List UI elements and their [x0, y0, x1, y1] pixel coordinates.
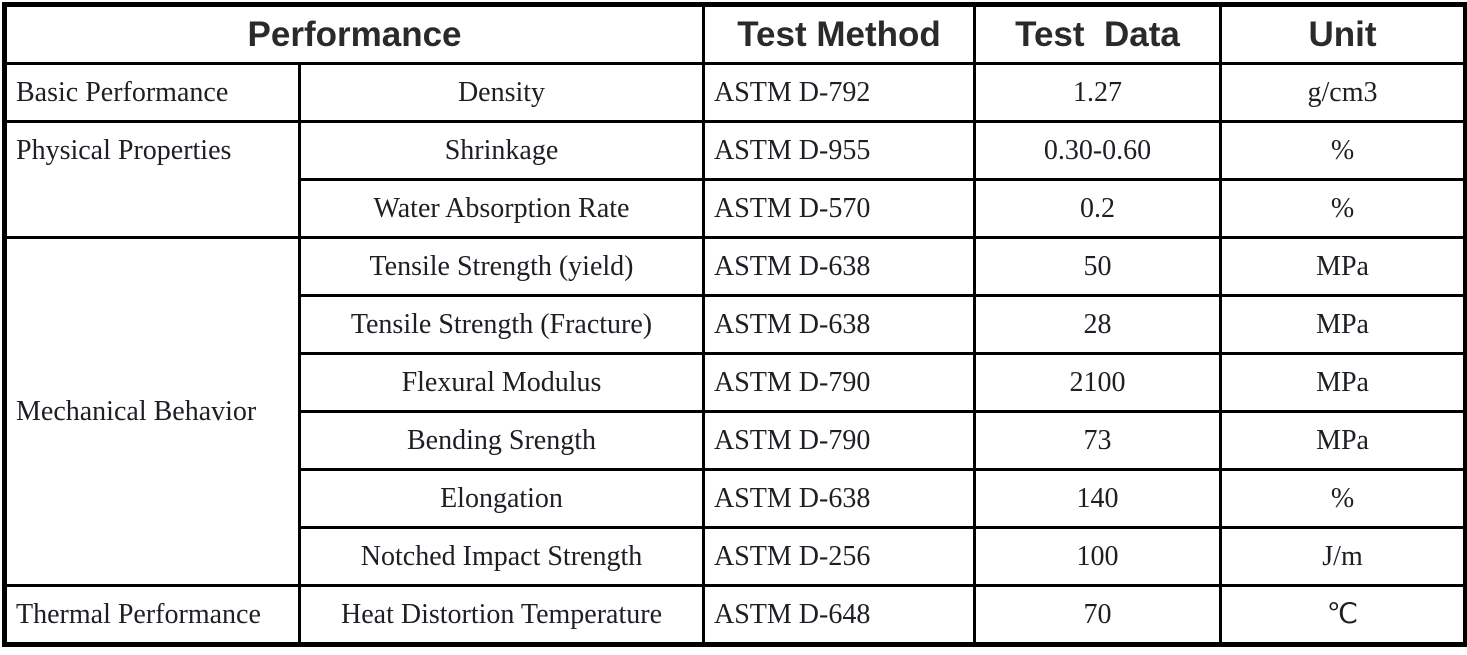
data-cell: 100	[975, 528, 1221, 586]
property-cell: Tensile Strength (yield)	[300, 238, 704, 296]
method-cell: ASTM D-256	[704, 528, 975, 586]
property-cell: Flexural Modulus	[300, 354, 704, 412]
table-row	[5, 122, 1466, 180]
property-cell: Density	[300, 64, 704, 122]
property-cell: Tensile Strength (Fracture)	[300, 296, 704, 354]
category-cell-thermal-performance: Thermal Performance	[5, 586, 300, 645]
unit-cell: %	[1221, 122, 1466, 180]
method-cell: ASTM D-648	[704, 586, 975, 645]
unit-cell: MPa	[1221, 238, 1466, 296]
data-cell: 0.2	[975, 180, 1221, 238]
header-row	[5, 5, 1466, 64]
header-test-data: Test Data	[975, 5, 1221, 64]
property-cell: Shrinkage	[300, 122, 704, 180]
category-cell-physical-properties: Physical Properties	[5, 122, 300, 238]
data-cell: 140	[975, 470, 1221, 528]
data-cell: 73	[975, 412, 1221, 470]
unit-cell: MPa	[1221, 412, 1466, 470]
unit-cell: MPa	[1221, 354, 1466, 412]
table-row	[5, 586, 1466, 645]
method-cell: ASTM D-638	[704, 238, 975, 296]
method-cell: ASTM D-955	[704, 122, 975, 180]
header-test-method: Test Method	[704, 5, 975, 64]
method-cell: ASTM D-570	[704, 180, 975, 238]
unit-cell: %	[1221, 470, 1466, 528]
property-cell: Heat Distortion Temperature	[300, 586, 704, 645]
data-cell: 70	[975, 586, 1221, 645]
property-cell: Elongation	[300, 470, 704, 528]
method-cell: ASTM D-792	[704, 64, 975, 122]
data-cell: 1.27	[975, 64, 1221, 122]
unit-cell: MPa	[1221, 296, 1466, 354]
header-unit: Unit	[1221, 5, 1466, 64]
table-row	[5, 64, 1466, 122]
data-cell: 2100	[975, 354, 1221, 412]
data-cell: 28	[975, 296, 1221, 354]
method-cell: ASTM D-638	[704, 296, 975, 354]
category-cell-mechanical-behavior: Mechanical Behavior	[5, 238, 300, 586]
unit-cell: ℃	[1221, 586, 1466, 645]
data-cell: 0.30-0.60	[975, 122, 1221, 180]
performance-table	[2, 2, 1467, 647]
data-cell: 50	[975, 238, 1221, 296]
method-cell: ASTM D-638	[704, 470, 975, 528]
property-cell: Notched Impact Strength	[300, 528, 704, 586]
table-header	[5, 5, 1466, 64]
header-performance: Performance	[5, 5, 704, 64]
property-cell: Bending Srength	[300, 412, 704, 470]
unit-cell: %	[1221, 180, 1466, 238]
unit-cell: J/m	[1221, 528, 1466, 586]
property-cell: Water Absorption Rate	[300, 180, 704, 238]
method-cell: ASTM D-790	[704, 354, 975, 412]
table-row	[5, 238, 1466, 296]
category-cell-basic-performance: Basic Performance	[5, 64, 300, 122]
method-cell: ASTM D-790	[704, 412, 975, 470]
unit-cell: g/cm3	[1221, 64, 1466, 122]
table-body	[5, 64, 1466, 645]
